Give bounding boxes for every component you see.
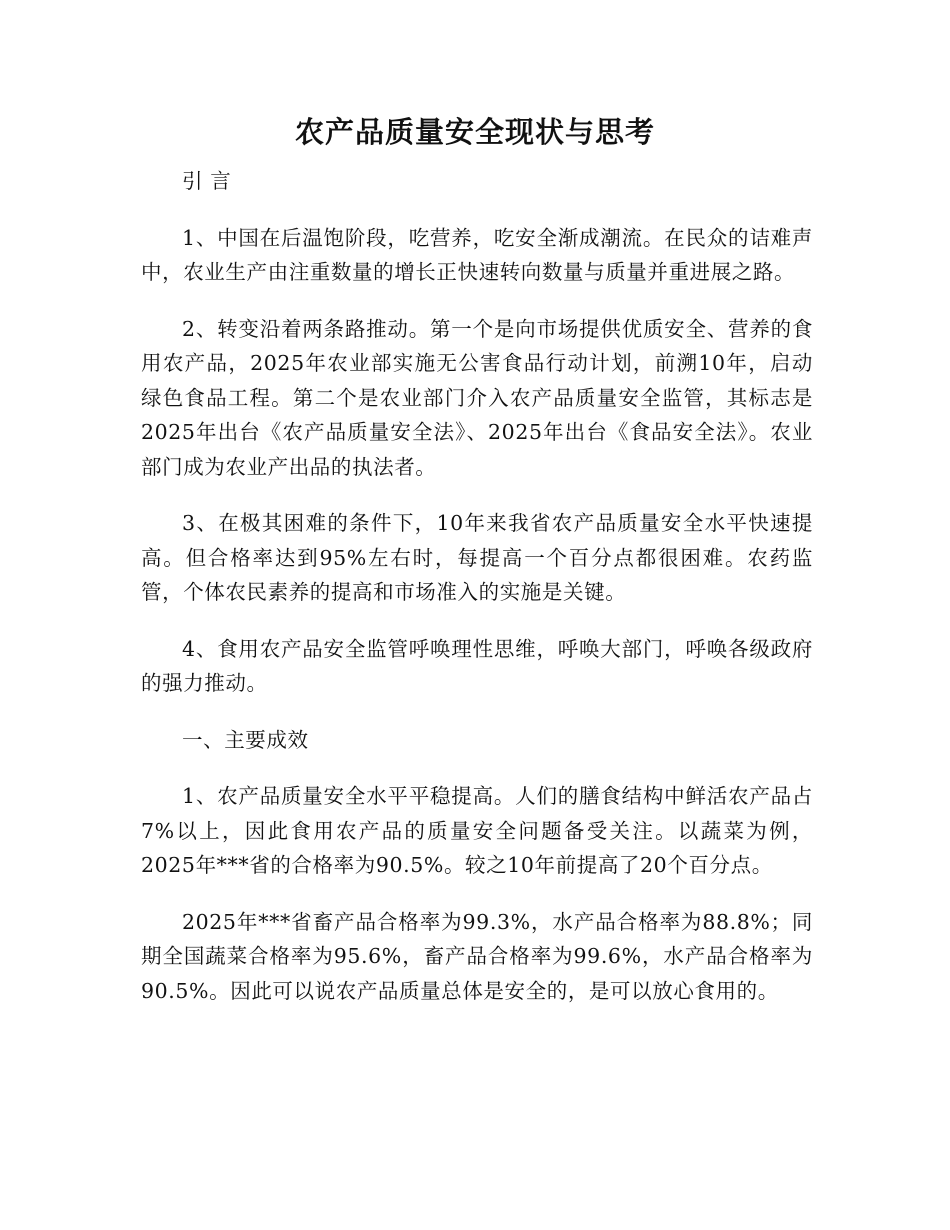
section-heading-intro: 引 言 — [182, 169, 232, 193]
paragraph-intro-1: 1、中国在后温饱阶段，吃营养，吃安全渐成潮流。在民众的诘难声中，农业生产由注重数量的增长正快速转向数量与质量并重进展之路。 — [141, 225, 813, 284]
paragraph-results-2: 2025年***省畜产品合格率为99.3%，水产品合格率为88.8%；同期全国蔬菜合格率为95.6%，畜产品合格率为99.6%，水产品合格率为90.5%。因此可以说农产品质量总体是安全的，是可以放心食用的。 — [141, 909, 813, 1003]
paragraph-intro-3: 3、在极其困难的条件下，10年来我省农产品质量安全水平快速提高。但合格率达到95%左右时，每提高一个百分点都很困难。农药监管，个体农民素养的提高和市场准入的实施是关键。 — [141, 511, 813, 604]
document-title: 农产品质量安全现状与思考 — [294, 115, 655, 149]
paragraph-intro-4: 4、食用农产品安全监管呼唤理性思维，呼唤大部门，呼唤各级政府的强力推动。 — [141, 636, 813, 695]
document-body — [141, 164, 813, 1030]
paragraph-results-1: 1、农产品质量安全水平平稳提高。人们的膳食结构中鲜活农产品占7%以上，因此食用农产品的质量安全问题备受关注。以蔬菜为例，2025年***省的合格率为90.5%。较之10年前提高了20个百分点。 — [141, 784, 813, 877]
section-heading-main-results: 一、主要成效 — [182, 727, 309, 752]
paragraph-intro-2: 2、转变沿着两条路推动。第一个是向市场提供优质安全、营养的食用农产品，2025年农业部实施无公害食品行动计划，前溯10年，启动绿色食品工程。第二个是农业部门介入农产品质量安全监管，其标志是2025年出台《农产品质量安全法》、2025年出台《食品安全法》。农业部门成为农业产出品的执法者。 — [141, 316, 813, 479]
